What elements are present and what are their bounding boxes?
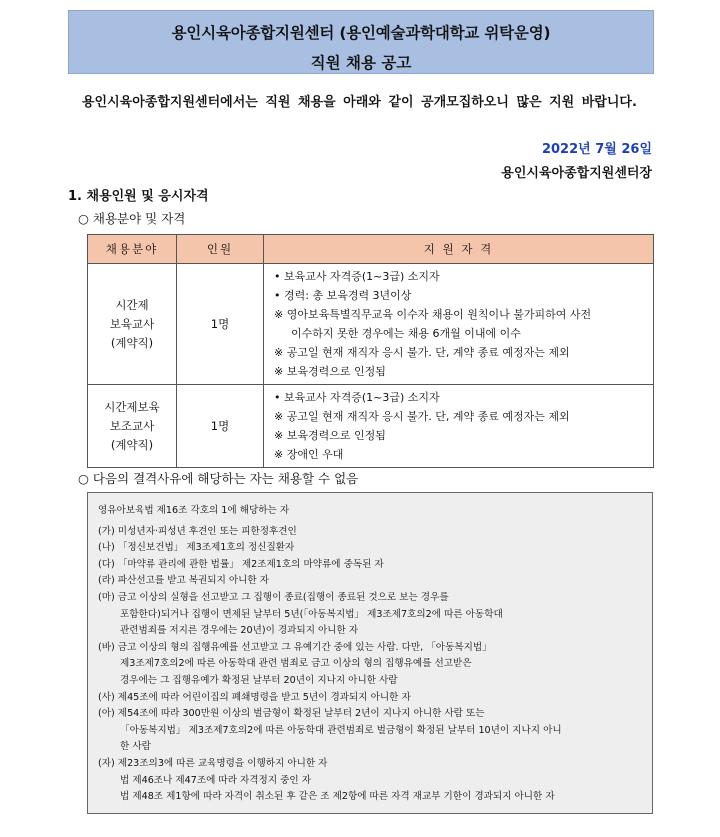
role-cell xyxy=(88,385,177,468)
list-item: 경우에는 그 집행유예가 확정된 날부터 20년이 지나지 아니한 사람 xyxy=(120,674,398,686)
list-item: (자) 제23조의3에 따른 교육명령을 이행하지 아니한 자 xyxy=(98,757,328,769)
list-item: (사) 제45조에 따라 어린이집의 폐쇄명령을 받고 5년이 경과되지 아니한 자 xyxy=(98,691,411,703)
header-field: 채용분야 xyxy=(88,235,177,264)
count-cell: 1명 xyxy=(177,385,264,468)
requirements-table xyxy=(87,234,654,468)
role-line: 시간제 xyxy=(115,297,149,312)
qualification-line: • 보육교사 자격증(1~3급) 소지자 xyxy=(274,391,440,404)
list-item: (바) 금고 이상의 형의 집행유예를 선고받고 그 유예기간 중에 있는 사람. 다만, 「아동복지법」 xyxy=(98,641,492,653)
list-item: 제3조제7호의2에 따른 아동학대 관련 범죄로 금고 이상의 형의 집행유예를 선고받은 xyxy=(120,658,472,670)
table-header-row xyxy=(88,235,654,264)
header-qualifications: 지 원 자 격 xyxy=(264,235,654,264)
list-item: 법 제46조나 제47조에 따라 자격정지 중인 자 xyxy=(120,774,311,786)
qualification-line: ※ 장애인 우대 xyxy=(274,448,344,461)
table-row xyxy=(88,385,654,468)
title-box xyxy=(68,10,654,74)
qualification-line: ※ 공고일 현재 재직자 응시 불가. 단, 계약 종료 예정자는 제외 xyxy=(274,410,570,423)
list-item: 법 제48조 제1항에 따라 자격이 취소된 후 같은 조 제2항에 따른 자격 재교부 기한이 경과되지 아니한 자 xyxy=(120,791,555,803)
announcement-date: 2022년 7월 26일 xyxy=(541,142,652,157)
qualification-line: • 보육교사 자격증(1~3급) 소지자 xyxy=(274,270,440,283)
signer: 용인시육아종합지원센터장 xyxy=(501,166,652,181)
intro-text: 용인시육아종합지원센터에서는 직원 채용을 아래와 같이 공개모집하오니 많은 지원 바랍니다. xyxy=(82,95,637,110)
qualification-cell xyxy=(264,385,654,468)
qualification-line: ※ 영아보육특별직무교육 이수자 채용이 원칙이나 불가피하여 사전 xyxy=(274,308,592,321)
list-item: 「아동복지법」 제3조제7호의2에 따른 아동학대 관련범죄로 벌금형이 확정된 날부터 10년이 지나지 아니 xyxy=(120,724,562,736)
sub-heading: ○ 채용분야 및 자격 xyxy=(78,211,186,226)
list-item: 한 사람 xyxy=(120,741,151,753)
list-item: (마) 금고 이상의 실형을 선고받고 그 집행이 종료(집행이 종료된 것으로 보는 경우를 xyxy=(98,591,449,603)
section-heading: 1. 채용인원 및 응시자격 xyxy=(68,189,209,204)
role-line: 보조교사 xyxy=(109,418,155,433)
list-item: (다) 「마약류 관리에 관한 법률」 제2조제1호의 마약류에 중독된 자 xyxy=(98,558,384,570)
qualification-line: • 경력: 총 보육경력 3년이상 xyxy=(274,289,412,302)
disqualification-heading: ○ 다음의 결격사유에 해당하는 자는 채용할 수 없음 xyxy=(78,471,359,486)
page-title: 용인시육아종합지원센터 (용인예술과학대학교 위탁운영) xyxy=(171,24,551,42)
list-item: 영유아보육법 제16조 각호의 1에 해당하는 자 xyxy=(98,505,290,516)
role-line: (계약직) xyxy=(110,437,154,452)
list-item: (나) 「정신보건법」 제3조제1호의 정신질환자 xyxy=(98,542,295,554)
role-line: 보육교사 xyxy=(109,316,155,331)
list-item: (라) 파산선고를 받고 복권되지 아니한 자 xyxy=(98,575,270,587)
disqualification-box xyxy=(87,492,653,814)
qualification-line: 이수하지 못한 경우에는 채용 6개월 이내에 이수 xyxy=(291,327,521,340)
qualification-cell xyxy=(264,264,654,385)
role-cell xyxy=(88,264,177,385)
header-count: 인원 xyxy=(177,235,264,264)
list-item: (가) 미성년자·피성년 후견인 또는 피한정후견인 xyxy=(98,525,297,537)
qualification-line: ※ 보육경력으로 인정됨 xyxy=(274,365,386,378)
qualification-line: ※ 공고일 현재 재직자 응시 불가. 단, 계약 종료 예정자는 제외 xyxy=(274,346,570,359)
qualification-line: ※ 보육경력으로 인정됨 xyxy=(274,429,386,442)
role-line: (계약직) xyxy=(110,335,154,350)
table-row xyxy=(88,264,654,385)
count-cell: 1명 xyxy=(177,264,264,385)
role-line: 시간제보육 xyxy=(104,399,160,414)
list-item: 관련범죄를 저지른 경우에는 20년)이 경과되지 아니한 자 xyxy=(120,625,359,637)
list-item: (아) 제54조에 따라 300만원 이상의 벌금형이 확정된 날부터 2년이 지나지 아니한 사람 또는 xyxy=(98,708,485,720)
page-subtitle: 직원 채용 공고 xyxy=(310,54,412,72)
list-item: 포함한다)되거나 집행이 면제된 날부터 5년(「아동복지법」 제3조제7호의2에 따른 아동학대 xyxy=(120,608,503,620)
